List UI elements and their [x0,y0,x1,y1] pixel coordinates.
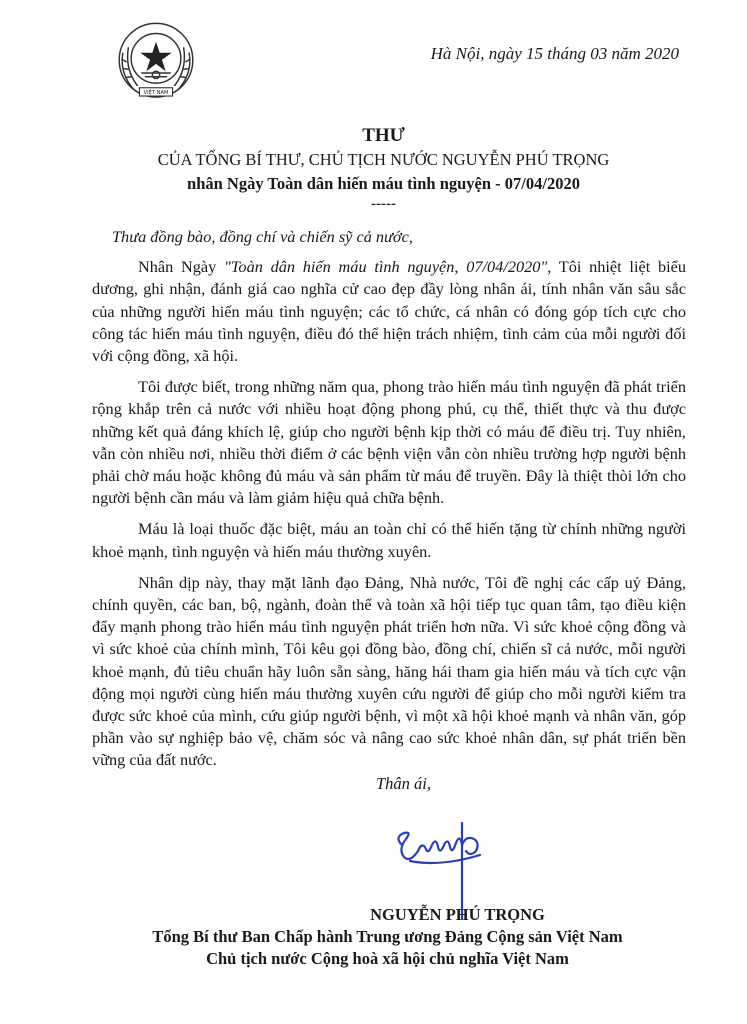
letter-title: THƯ [362,125,405,146]
emblem-text: VIỆT NAM [143,90,169,97]
letter-date: Hà Nội, ngày 15 tháng 03 năm 2020 [430,44,679,63]
signatory-name: NGUYỄN PHÚ TRỌNG [370,905,545,924]
letter-subtitle: CỦA TỔNG BÍ THƯ, CHỦ TỊCH NƯỚC NGUYỄN PHÚ TRỌNG [157,150,610,169]
paragraph-1 [92,256,686,367]
paragraph-1-rest: , Tôi nhiệt liệt biểu dương, ghi nhận, đánh giá cao nghĩa cử cao đẹp đầy lòng nhân ái, tính nhân văn sâu sắc của những người hiến máu tình nguyện; các tổ chức, cá nhân có đóng góp tích cực cho công tác hiến máu tình nguyện, điều đó thể hiện trách nhiệm, tình cảm của mỗi người đối với cộng đồng, xã hội. [92,257,687,366]
letter-heading [0,124,747,212]
heading-separator: ----- [371,196,396,212]
signatory-block [0,904,747,970]
letter-occasion: nhân Ngày Toàn dân hiến máu tình nguyện - 07/04/2020 [187,174,580,193]
paragraph-1-lead: Nhân Ngày [138,257,225,277]
salutation: Thưa đồng bào, đồng chí và chiến sỹ cả nước, [112,227,413,246]
signatory-role-party: Tổng Bí thư Ban Chấp hành Trung ương Đảng Cộng sản Việt Nam [152,927,623,946]
paragraph-4: Nhân dịp này, thay mặt lãnh đạo Đảng, Nhà nước, Tôi đề nghị các cấp uỷ Đảng, chính quyền, các ban, bộ, ngành, đoàn thể và toàn xã hội tiếp tục quan tâm, tạo điều kiện đẩy mạnh phong trào hiến máu tình nguyện phát triển hơn nữa. Vì sức khoẻ cộng đồng và vì sức khoẻ của chính mình, Tôi kêu gọi đồng bào, đồng chí, chiến sĩ cả nước, mỗi người khoẻ mạnh, đủ tiêu chuẩn hãy luôn sẵn sàng, hăng hái tham gia hiến máu và tích cực vận động mọi người cùng hiến máu thường xuyên cứu người để giúp cho mỗi người kiểm tra được sức khoẻ của mình, cứu giúp người bệnh, vì một xã hội khoẻ mạnh và nhân văn, góp phần vào sự nghiệp bảo vệ, chăm sóc và nâng cao sức khoẻ nhân dân, sự phát triển bền vững của đất nước. [92,572,686,770]
paragraph-1-quote: "Toàn dân hiến máu tình nguyện, 07/04/2020" [224,257,548,277]
closing: Thân ái, [376,774,432,793]
vietnam-national-emblem-icon [110,16,202,108]
signatory-role-state: Chủ tịch nước Cộng hoà xã hội chủ nghĩa Việt Nam [206,949,569,968]
letter-body [92,226,686,781]
paragraph-2: Tôi được biết, trong những năm qua, phong trào hiến máu tình nguyện đã phát triển rộng khắp trên cả nước với nhiều hoạt động phong phú, cụ thể, thiết thực và thu được những kết quả đáng khích lệ, giúp cho người bệnh kịp thời có máu để điều trị. Tuy nhiên, vẫn còn nhiều nơi, nhiều thời điểm ở các bệnh viện vẫn còn nhiều trường hợp người bệnh phải chờ máu hoặc không đủ máu và sản phẩm từ máu để truyền. Đây là thiệt thòi lớn cho người bệnh cần máu và làm giảm hiệu quả chữa bệnh. [92,377,686,508]
paragraph-3: Máu là loại thuốc đặc biệt, máu an toàn chỉ có thể hiến tặng từ chính những người khoẻ mạnh, tình nguyện và hiến máu thường xuyên. [92,519,686,561]
